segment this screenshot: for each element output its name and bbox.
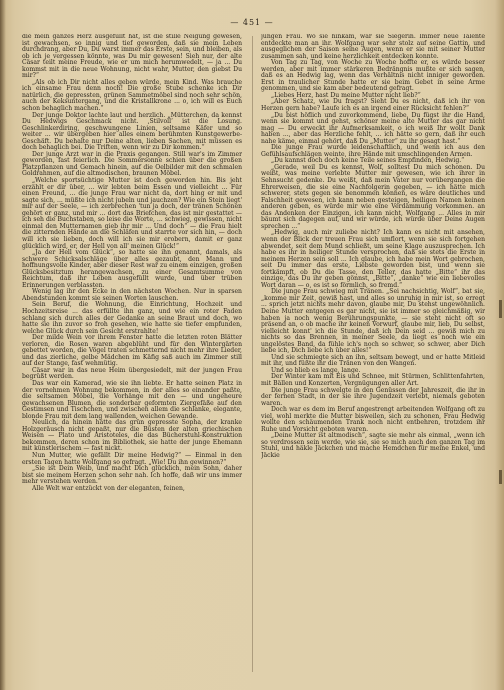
paragraph: die mein ganzes Herz ausgefüllt hat, ist die stille Neigung gewesen, ist gewachsen, so innig und tief geworden, daß sie mein Leben durchdrang, aber Du, Du warst immer das Erste, sein, und bleiben, als ob ich je vergessen könnte, was Du mir gewesen! Sieh nur, der alte Cäsar teilt meine Freude, wie er um mich herumwedelt, — ja ... Du kommst mit in die neue Wohnung, nicht wahr, Mutter, den giebst Du mir?“ <box>22 34 242 80</box>
right-column <box>261 34 485 679</box>
paragraph: Und so blieb es lange, lange. <box>271 366 361 374</box>
left-column <box>22 34 242 679</box>
page-number: — 451 — <box>230 18 274 27</box>
paragraph: „Ja der Hell vom Glück“, so hatte sie ihn genannt, damals, als schwere Schicksalschläge über alles gezaubt, den Mann und hoffnungsvolle Kinder, aber dieser Rest war zu einem einzigen, großen Glücksbesitztum herangewachsen, zu einer Gesamtsumme von Reichtum, daß ihr Leben ausgefüllt wurde, und über trüben Erinnerungen verblassten. <box>22 249 242 289</box>
paragraph: „Liebes Herz, hast Du meine Mutter nicht lieb?“ <box>271 91 421 99</box>
paragraph: Der junge Arzt war in die Praxis gegangen. Still war's im Zimmer geworden, fast feierlich. Die Sommersonne schien über die großen Platzpflanzen und Gemach hinein, auf die Oelbilder mit den schmalen Goldrahmen, auf die altmodischen, braunen Möbel. <box>22 150 242 178</box>
binding-edge-mark <box>499 470 502 484</box>
paragraph: Alle Welt war entzückt von der eleganten, feinen, <box>32 484 185 492</box>
paragraph: Und sie schmiegte sich an ihn, seltsam bewegt, und er hatte Mitleid mit ihr, und füßte ihr die Tränen von den Wangen. <box>261 353 485 368</box>
paragraph: Das war ein Kamerad, wie sie ihn liebte. Er hatte seinen Platz in der vornehmen Wohnung bekommen, in der alles so einander paßte, die seltsamen Möbel, die Vorhänge mit den — und ungeheure gewachsenen Blumen, die sonderbar geformten Ziergefäße auf den Gestimsen und Tischchen, und zwischen allem die schlanke, elegante, blonde Frau mit dem lang wallenden, weichen Gewande. <box>22 379 242 420</box>
column-divider <box>252 36 253 672</box>
paragraph: Wenig lag ihr den Ecke in den nächsten Wochen. Nur in sparsen Abendstunden kommt sie seinen Worten lauschen. <box>22 288 242 302</box>
paragraph: Der junge Doktor lachte laut und herzlich. „Mütterchen, da kennst Du Hedwigs Geschmack nicht. ‚Stilvoll‘ ist die Losung. Geschlinkerdiring, geschwungene Linien, seltsame Käfer und so weiter ... wir übergeben hier alles einem berühmten Kunstgewerbe-Geschäft. Du behalte nur Deine alten, lieben Sachen, mit müssen es doch behaglich bei. Die Triften, wenn wir zu Dir kommen.“ <box>22 111 242 152</box>
paragraph: „Gerade, weil Du es kennst, Wolf, solltest Du mich schonen. Du weißt, was meine verlebte Mutter mir gewesen, wie ich ihrer in Sehnsucht gedenke. Du weißt, daß mein Vater nur vorübergangen die Ehrerweisen, die sie eine Nachfolgerin gegeben, — ich hätte mich schwerer, stets gegen sie benommen können, es wäre deutliches und Falschheit gewesen, ich kann neben gesteigen, heiligen Namen keinen anderen geben, es würde mir wie eine Verdämmung vorkommen. an das Andenken der Einzigen, ich kann nicht, Wolfgang ... Alles in mir bäumt sich dagegen auf, und wir würde, ich würde über Deine Augen sprechen ...“ <box>261 163 485 230</box>
paragraph: „Als ob ich Dir nicht alles geben würde, mein Kind. Was brauche ich einsame Frau denn noch! Die große Stube schenke ich Dir natürlich, die gepressten, grünen Sammetmöbel sind noch sehr schön, auch der Keksuntergang, und die Kristallkrone ... o, ich will es Euch schon behaglich machen.“ <box>22 78 242 113</box>
paragraph: Von Tag zu Tag, von Woche zu Woche hoffte er, es würde besser werden, aber mit immer stärkeren Bedrängnis mußte er sich sagen, daß es an Hedwig lag, wenn das Verhältnis nicht inniger geworden. Erst in traulicher Stunde hatte er sie beim Gebet in seine Arme genommen, und sie kam aber bedeutend gefragt. <box>261 59 485 93</box>
paragraph: „Aber Schatz, wie Du fragst? Sieht Du es nicht, daß ich ihr von Herzen gern habe? Laufe ich es an irgend einer Rücksicht fehlen?“ <box>261 98 485 113</box>
binding-edge-mark <box>499 300 502 318</box>
paragraph: Neulich, da hinein hätte das grün gepresste Sopha, der kranke Holzgeräusch nicht gepaßt, nur die Büsten der alten griechischen Weisen — Plato und Aristoteles, die das Bücherstuhl-Konstruktion bekommen, deren schon im Bibliothek, sie hatte der junge Ehemann mit künstlerischem — fast nickt. <box>22 419 242 453</box>
paragraph: Der Winter kam mit Eis und Schnee, mit Stürmen, Schlittenfahrten, mit Bällen und Konzerten, Vergnügungen aller Art. <box>261 373 485 387</box>
paragraph: Cäsar war in das neue Heim übergesiedelt, mit der jungen Frau begrüßt werden. <box>22 366 242 381</box>
paragraph: „Deine Mutter ist altmodisch“, sagte sie mehr als einmal, „wenn ich so verdrossen sein werde, wie sie, sie so mich auch den ganzen Tag im Stuhl, und häkle Jäckchen und mache Hemdchen für meine Enkel, und Jäckie <box>261 432 485 459</box>
paragraph: „Hedwig, auch mir zuliebe nicht? Ich kann es nicht mit ansehen, wenn der Blick der treuen Frau sich umflort, wenn sie sich fortgehen abwendet, seit dem Mund schließt, um seine Klage auszusprechen. Ich habe es ihr in heiliger Stunde versprochen, daß sie stets die Erste in meinem Herzen sein soll ... Ich glaube, ich habe mein Wort gebrochen, seit Du immer das erste, Liebste geworden bist, und wenn sie fortkämpft, ob Du die Tasse, den Teller, das hatte „Bitte“ ihr das einzige, das Du ihr geben gönnst, „Bitte“, „danke“ wie ein liebevolles Wort daran — o, es ist so förmlich, so fremd.“ <box>261 229 485 289</box>
paragraph: Die junge Frau schwieg mit Tränen. „Sei nachsichtig, Wolf“, bat sie, „komme mir Zeit, gewiß hast, und alles so unruhig in mir ist, so erregt ... sprich jetzt nichts mehr davon, glaube mir, Du stehst ungewöhnlich. Deine Mutter entgegen es gar nicht, sie ist immer so gleichmäßig, wir haben ja noch wenig Berührungspunkte, — sie steht nicht oft so präsend an, o ob mache ihr keinen Vorwurf, glaube mir, lieb, Du selbst, vielleicht konnt' ich die Stunde, daß ich Dein seid ... gewiß mich zu nichts so das Brennen, in meiner Seele, da liegt es noch wie ein ungelöstes Band, da fühle ich's noch so schwer, so schwer, aber Dich liebe ich, Dich liebe ich über alles!“ <box>261 288 485 355</box>
paragraph: Sein Beruf, die Wohnung, die Einrichtung, Hochzeit und Hochzeitsreise ... das erfüllte ihn ganz, und wie ein roter Faden schlang sich durch alles der Gedanke an seine Braut und doch, wo hatte sie ihn zuvor so froh gesehen, wie hatte sie tiefer empfunden, welche Glück durch sein Gesicht erstrahlte! <box>22 301 242 335</box>
paragraph: Der milde Wein vor ihrem Fenster hatte die letzten roten Blätter verloren, die Rosen waren abgeblüht und für den Wintergärten gebettet worden, die Vögel traten schmetternd nicht mehr ihre Lieder, und das zierliche, gelbe Mädchen im Käfig saß auch im Zimmer still auf der Stange, fast wehmütig. <box>22 334 242 368</box>
paragraph: „Sie ist Dein Weib, und macht Dich glücklich, mein Sohn, daher bist sie meinem Herzen schon sehr nah. Ich hoffe, daß wir uns immer mehr verstehen werden.“ <box>22 465 242 486</box>
paragraph: „Du bist höflich und zuvorkommend, liebe, Du fügst ihr die Hand, wenn sie kommt und gehst, schöner meine alte Mutter das gar nicht mag — Du erweckt ihr Aufmerksamkeit, o ich weiß Ihr wollt Dank haben ..., aber das Herzliche fehlt, ... ich hätte so gern, daß ihr euch nahe käme, einmal gehört, daß Du „Mutter“ zu ihr gesagt hast.“ <box>261 111 485 145</box>
paragraph: Die junge Frau schwelgte in den Genüssen der Jahreszeit, die ihr in der fernen Stadt, in der sie ihre Jugendzeit verlebt, niemals geboten waren. <box>261 386 485 407</box>
paragraph: Doch war es dem im Beruf angestrengt arbeitenden Wolfgang oft zu viel, wohl merkte die Mutter bisweilen, sich zu schonen, Frau Hedwig wollte den schäumenden Trank noch nicht entbehren, trotzdem ihr Ruhe und Vorsicht geboten waren. <box>261 406 485 433</box>
paragraph: „Welche sportsüchtige Mutter ist doch geworden hin. Bis jeht erzählt er dir über, ... wir lebten beim Essen und vielleicht ... Für einen Freund, ... die junge Frau war nicht da, dort hing er mit und sagte sich, ... müßte ich nicht jubeln und jauchzen? Wie ein Stein liegt' mir auf der Seele, — ich zerbrechen 'tun ja doch, der tränen Schönen gehört er ganz, und mir ... dort das Briefchen, das ist mir gestattet — ich seh die Buchstaben, so leise die Worte, ... schwieg, gewissen, nicht einmal den Mutternamen gieb ihr mir ... Und doch“ — die Frau hielt die zitternden Hände an die Schläfen und starrte vor sich hin, — doch will ich sie lieben, doch will ich sie mir erobern, damit er ganz glücklich wird, er, der Hell von all' meinen Glück!“ <box>22 177 242 250</box>
paragraph: Die junge Frau wurde leidenschaftlich, und wenn ich aus den Gefühlsaufschlägen weinte, ihre Hände mit umschlingenden Armen. <box>261 144 485 158</box>
paragraph: jungen Frau. Wo sie hinkam, war sie Siegerin. Immer neue Talente entdeckte man an ihr. Wolfgang war sehr stolz auf seine Gattin, und ausgeglichen der Saison seine Augen, wenn er sie mit seiner Mutter zusammen sah, und keine herzlichkeit entdecken konnte. <box>261 34 485 60</box>
paragraph: Nun Mutter, wie gefällt Dir meine Hedwig?“ — Einmal in den ersten Tagen hatte Wolfgang so gefragt. „Wie! Du ihn gewinnen?“ <box>22 452 242 466</box>
paragraph: „Du kannst doch doch keine Teile seines Empfinden, Hedwig.“ <box>271 157 465 165</box>
